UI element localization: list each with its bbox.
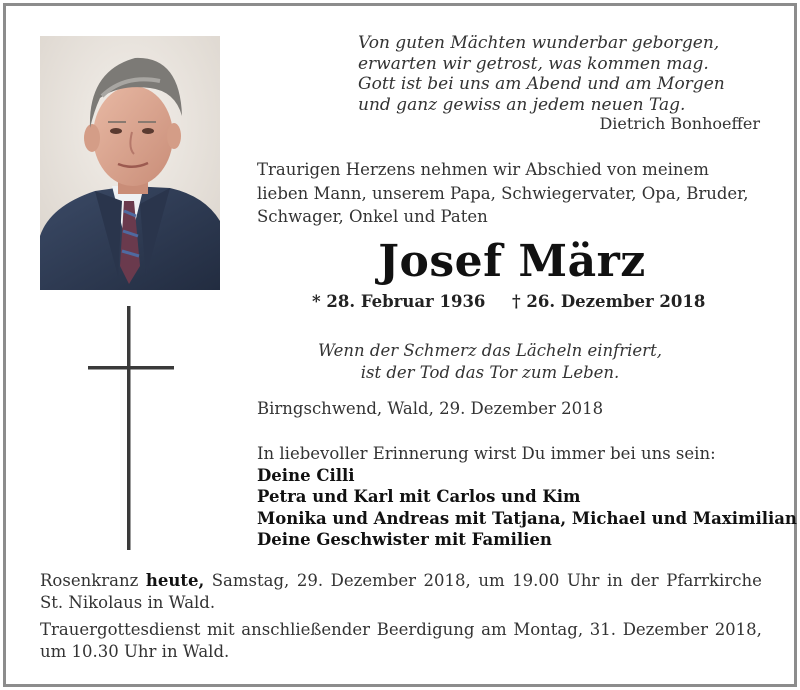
- quote-block: [290, 340, 690, 384]
- service-info: [40, 570, 762, 662]
- family-member: Deine Geschwister mit Familien: [257, 530, 552, 549]
- birth-date: * 28. Februar 1936: [312, 292, 486, 311]
- portrait-illustration: [40, 36, 220, 290]
- rosary-word: der: [630, 571, 659, 590]
- rosary-word: 29.: [296, 571, 324, 590]
- funeral-word: mit: [207, 620, 235, 639]
- rosary-word: Uhr: [567, 571, 600, 590]
- funeral-line-2: um 10.30 Uhr in Wald.: [40, 641, 230, 661]
- funeral-word: 31.: [589, 620, 616, 639]
- funeral-word: Dezember: [622, 620, 708, 639]
- poem-author: Dietrich Bonhoeffer: [599, 114, 760, 133]
- poem-line: erwarten wir getrost, was kommen mag.: [358, 53, 709, 74]
- portrait-photo: [40, 36, 220, 290]
- rosary-word: Samstag,: [211, 571, 290, 590]
- poem-line: und ganz gewiss an jedem neuen Tag.: [358, 94, 686, 115]
- rosary-word: Dezember: [330, 571, 416, 590]
- rosary-word: 2018,: [423, 571, 471, 590]
- rosary-today: heute,: [145, 571, 205, 590]
- intro-text: [257, 158, 777, 229]
- poem-line: Von guten Mächten wunderbar geborgen,: [358, 33, 720, 53]
- funeral-word: am: [481, 620, 507, 639]
- family-intro: In liebevoller Erinnerung wirst Du immer bei uns sein:: [257, 444, 716, 463]
- family-member: Deine Cilli: [257, 465, 355, 485]
- rosary-line: [40, 570, 762, 592]
- family-block: [257, 443, 797, 551]
- poem-line: Gott ist bei uns am Abend und am Morgen: [358, 74, 725, 94]
- rosary-line-2: St. Nikolaus in Wald.: [40, 592, 216, 612]
- funeral-word: 2018,: [714, 620, 762, 639]
- family-member: Monika und Andreas mit Tatjana, Michael und Maximilian: [257, 508, 797, 528]
- rosary-word: in: [606, 571, 623, 590]
- intro-line: lieben Mann, unserem Papa, Schwiegervater, Opa, Bruder,: [257, 183, 749, 203]
- death-date: † 26. Dezember 2018: [512, 292, 706, 311]
- funeral-word: Beerdigung: [376, 620, 475, 639]
- funeral-word: Montag,: [513, 620, 584, 639]
- family-member: Petra und Karl mit Carlos und Kim: [257, 487, 581, 506]
- deceased-name: Josef März: [378, 236, 646, 287]
- funeral-word: anschließender: [241, 620, 371, 639]
- rosary-prefix: Rosenkranz: [40, 571, 139, 590]
- place-date: Birngschwend, Wald, 29. Dezember 2018: [257, 399, 604, 418]
- quote-line: Wenn der Schmerz das Lächeln einfriert,: [318, 341, 662, 360]
- quote-line: ist der Tod das Tor zum Leben.: [360, 363, 620, 382]
- rosary-word: um: [478, 571, 505, 590]
- intro-line: Schwager, Onkel und Paten: [257, 207, 488, 226]
- rosary-word: 19.00: [512, 571, 560, 590]
- intro-line: Traurigen Herzens nehmen wir Abschied von meinem: [257, 160, 709, 179]
- poem-block: [358, 33, 758, 115]
- cross-icon: [86, 306, 178, 556]
- funeral-word: Trauergottesdienst: [40, 620, 201, 639]
- rosary-word: Pfarrkirche: [666, 571, 762, 590]
- funeral-line: [40, 619, 762, 641]
